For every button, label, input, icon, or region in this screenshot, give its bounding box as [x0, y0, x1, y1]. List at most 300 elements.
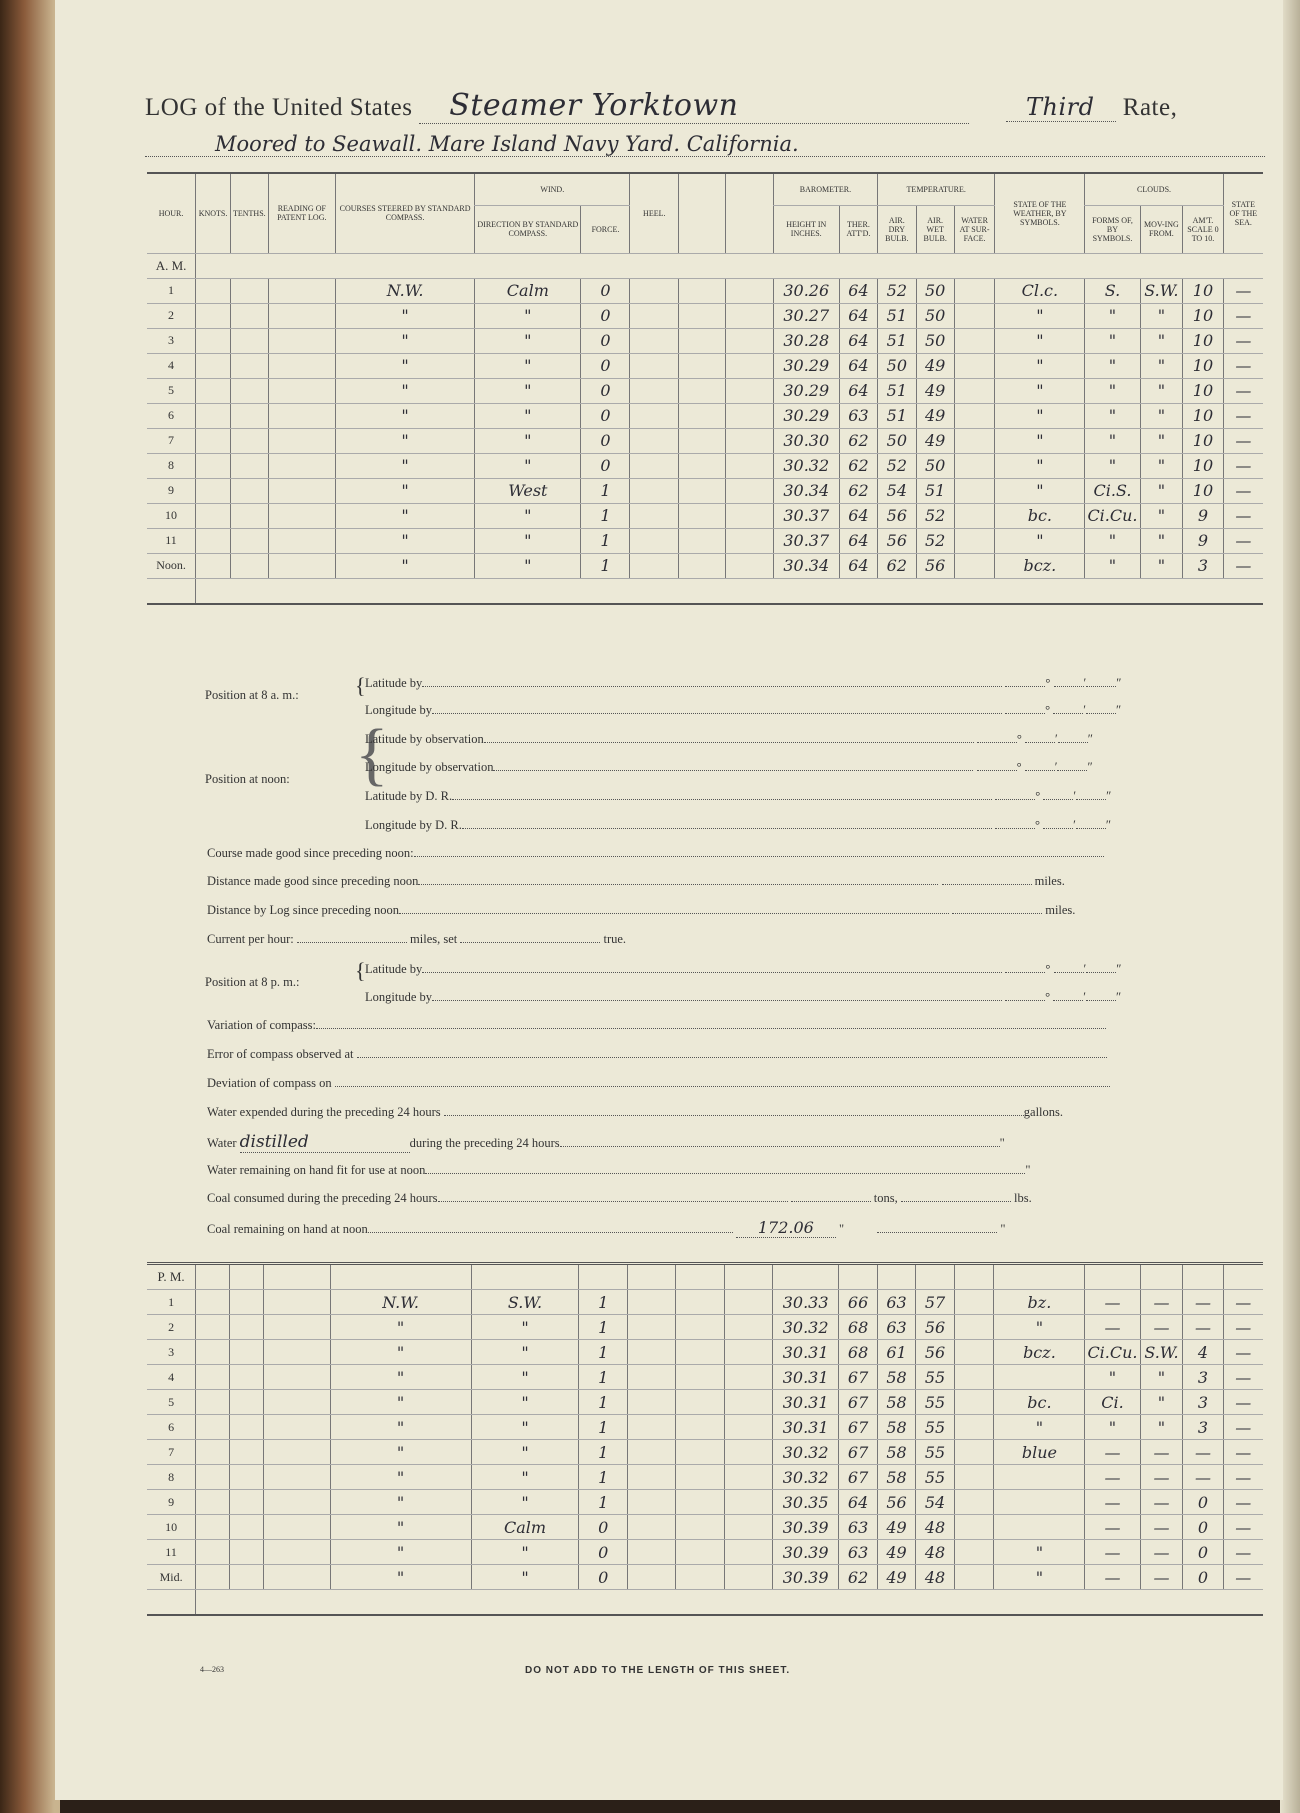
- blank-cell: [676, 1365, 724, 1390]
- weather-cell: bz.: [994, 1290, 1085, 1315]
- hour-cell: 10: [147, 503, 196, 528]
- wind-direction-cell: ": [471, 1465, 579, 1490]
- wet-bulb-cell: 49: [916, 403, 954, 428]
- lat-obs: Latitude by observation ° ′ ″: [365, 732, 1093, 746]
- ther-cell: 64: [839, 353, 877, 378]
- log-row: [147, 478, 1263, 503]
- heel-cell: [630, 403, 679, 428]
- water-surface-cell: [954, 378, 994, 403]
- weather-cell: bc.: [994, 1390, 1085, 1415]
- heel-cell: [630, 528, 679, 553]
- wet-bulb-cell: 56: [916, 553, 954, 578]
- cloud-amount-cell: 3: [1183, 553, 1223, 578]
- water-surface-cell: [954, 328, 994, 353]
- wind-force-cell: 1: [581, 553, 630, 578]
- patent-log-cell: [263, 1365, 330, 1390]
- tenths-cell: [230, 1490, 264, 1515]
- barometer-cell: 30.31: [772, 1415, 838, 1440]
- weather-cell: ": [995, 428, 1085, 453]
- dry-bulb-cell: 56: [878, 503, 916, 528]
- dry-bulb-cell: 63: [877, 1290, 915, 1315]
- tenths-cell: [230, 1465, 264, 1490]
- log-row: [147, 1365, 1263, 1390]
- heel-cell: [628, 1365, 676, 1390]
- wind-force-cell: 1: [579, 1290, 628, 1315]
- knots-cell: [196, 1290, 230, 1315]
- dry-bulb-cell: 61: [877, 1340, 915, 1365]
- log-row: [147, 1315, 1263, 1340]
- barometer-cell: 30.29: [773, 403, 839, 428]
- blank-cell: [726, 553, 773, 578]
- cloud-amount-cell: 10: [1183, 428, 1223, 453]
- knots-cell: [196, 1465, 230, 1490]
- weather-cell: ": [994, 1540, 1085, 1565]
- hour-cell: Noon.: [147, 553, 196, 578]
- log-row: [147, 353, 1263, 378]
- wet-bulb-cell: 48: [916, 1565, 954, 1590]
- hour-cell: 11: [147, 1540, 196, 1565]
- blank-cell: [724, 1565, 772, 1590]
- sea-cell: —: [1223, 403, 1263, 428]
- sea-cell: —: [1223, 1565, 1263, 1590]
- cloud-forms-cell: Ci.S.: [1085, 478, 1140, 503]
- patent-log-cell: [268, 278, 335, 303]
- ther-cell: 67: [839, 1390, 877, 1415]
- course-cell: ": [335, 478, 474, 503]
- log-row: [147, 403, 1263, 428]
- water-surface-cell: [954, 303, 994, 328]
- wind-force-cell: 0: [581, 453, 630, 478]
- heel-cell: [628, 1540, 676, 1565]
- blank-cell: [726, 353, 773, 378]
- distance-by-log: Distance by Log since preceding noon miles.: [207, 903, 1076, 917]
- cloud-forms-cell: Ci.Cu.: [1085, 1340, 1140, 1365]
- cloud-moving-cell: ": [1140, 553, 1183, 578]
- ther-cell: 62: [839, 453, 877, 478]
- cloud-moving-cell: S.W.: [1140, 1340, 1183, 1365]
- barometer-cell: 30.32: [772, 1440, 838, 1465]
- knots-cell: [196, 1315, 230, 1340]
- ther-cell: 64: [839, 528, 877, 553]
- tenths-cell: [230, 453, 268, 478]
- water-surface-cell: [954, 1415, 994, 1440]
- tenths-cell: [230, 1440, 264, 1465]
- water-surface-cell: [954, 1465, 994, 1490]
- wind-direction-cell: Calm: [471, 1515, 579, 1540]
- ther-cell: 64: [839, 378, 877, 403]
- weather-cell: blue: [994, 1440, 1085, 1465]
- barometer-cell: 30.37: [773, 503, 839, 528]
- knots-cell: [196, 1565, 230, 1590]
- blank-cell: [676, 1565, 724, 1590]
- knots-cell: [196, 1540, 230, 1565]
- knots-cell: [196, 453, 231, 478]
- barometer-cell: 30.27: [773, 303, 839, 328]
- patent-log-cell: [263, 1315, 330, 1340]
- log-row: [147, 1490, 1263, 1515]
- cloud-moving-cell: ": [1140, 428, 1183, 453]
- sea-cell: —: [1223, 278, 1263, 303]
- dry-bulb-cell: 58: [877, 1415, 915, 1440]
- blank-cell: [676, 1290, 724, 1315]
- am-label: A. M.: [147, 253, 196, 278]
- wind-force-cell: 1: [581, 528, 630, 553]
- cloud-forms-cell: —: [1085, 1490, 1140, 1515]
- wet-bulb-cell: 48: [916, 1515, 954, 1540]
- water-surface-cell: [954, 1365, 994, 1390]
- blank-cell: [724, 1540, 772, 1565]
- heel-cell: [628, 1565, 676, 1590]
- sea-cell: —: [1223, 1540, 1263, 1565]
- blank-cell: [679, 478, 726, 503]
- dry-bulb-cell: 49: [877, 1515, 915, 1540]
- blank-cell: [679, 453, 726, 478]
- wind-direction-cell: ": [471, 1490, 579, 1515]
- weather-cell: ": [995, 453, 1085, 478]
- blank-cell: [726, 328, 773, 353]
- water-surface-cell: [954, 528, 994, 553]
- hour-cell: 3: [147, 328, 196, 353]
- cloud-forms-cell: ": [1085, 328, 1140, 353]
- dry-bulb-cell: 63: [877, 1315, 915, 1340]
- sea-cell: —: [1223, 503, 1263, 528]
- col-cloud-amount: AM'T. SCALE 0 TO 10.: [1183, 205, 1223, 253]
- log-row: [147, 428, 1263, 453]
- wind-direction-cell: ": [471, 1365, 579, 1390]
- barometer-cell: 30.31: [772, 1390, 838, 1415]
- cloud-moving-cell: —: [1140, 1540, 1183, 1565]
- sea-cell: —: [1223, 1290, 1263, 1315]
- col-barometer: BAROMETER.: [773, 173, 877, 205]
- log-title: [145, 88, 1177, 124]
- ther-cell: 64: [839, 328, 877, 353]
- tenths-cell: [230, 378, 268, 403]
- wind-direction-cell: ": [475, 428, 581, 453]
- ther-cell: 63: [839, 1540, 877, 1565]
- sea-cell: —: [1223, 378, 1263, 403]
- water-surface-cell: [954, 1540, 994, 1565]
- tenths-cell: [230, 428, 268, 453]
- heel-cell: [630, 328, 679, 353]
- wet-bulb-cell: 54: [916, 1490, 954, 1515]
- tenths-cell: [230, 303, 268, 328]
- cloud-moving-cell: —: [1140, 1465, 1183, 1490]
- course-cell: ": [330, 1440, 471, 1465]
- knots-cell: [196, 428, 231, 453]
- weather-cell: [994, 1490, 1085, 1515]
- col-sea: STATE OF THE SEA.: [1223, 173, 1263, 253]
- wet-bulb-cell: 55: [916, 1440, 954, 1465]
- wet-bulb-cell: 55: [916, 1365, 954, 1390]
- patent-log-cell: [268, 353, 335, 378]
- dry-bulb-cell: 58: [877, 1365, 915, 1390]
- sea-cell: —: [1223, 428, 1263, 453]
- hour-cell: 9: [147, 478, 196, 503]
- cloud-amount-cell: 3: [1183, 1415, 1223, 1440]
- title-prefix: LOG of the United States: [145, 94, 413, 121]
- tenths-cell: [230, 1390, 264, 1415]
- cloud-moving-cell: ": [1140, 378, 1183, 403]
- heel-cell: [630, 428, 679, 453]
- water-surface-cell: [954, 1340, 994, 1365]
- patent-log-cell: [263, 1440, 330, 1465]
- heel-cell: [628, 1340, 676, 1365]
- water-surface-cell: [954, 403, 994, 428]
- blank-cell: [726, 378, 773, 403]
- wet-bulb-cell: 49: [916, 353, 954, 378]
- weather-cell: Cl.c.: [995, 278, 1085, 303]
- tenths-cell: [230, 328, 268, 353]
- col-wind-force: FORCE.: [581, 205, 630, 253]
- heel-cell: [630, 353, 679, 378]
- blank-cell: [726, 478, 773, 503]
- weather-cell: ": [995, 403, 1085, 428]
- patent-log-cell: [263, 1390, 330, 1415]
- tenths-cell: [230, 528, 268, 553]
- hour-cell: 6: [147, 403, 196, 428]
- ther-cell: 62: [839, 428, 877, 453]
- heel-cell: [628, 1490, 676, 1515]
- position-8am-label: Position at 8 a. m.:: [205, 688, 299, 702]
- wind-direction-cell: ": [471, 1390, 579, 1415]
- barometer-cell: 30.26: [773, 278, 839, 303]
- water-surface-cell: [954, 1440, 994, 1465]
- cloud-amount-cell: 9: [1183, 503, 1223, 528]
- blank-cell: [676, 1465, 724, 1490]
- knots-cell: [196, 1440, 230, 1465]
- weather-cell: ": [995, 478, 1085, 503]
- patent-log-cell: [268, 303, 335, 328]
- cloud-amount-cell: 10: [1183, 303, 1223, 328]
- cloud-moving-cell: ": [1140, 1365, 1183, 1390]
- wind-direction-cell: ": [475, 528, 581, 553]
- barometer-cell: 30.30: [773, 428, 839, 453]
- wet-bulb-cell: 50: [916, 328, 954, 353]
- cloud-forms-cell: ": [1085, 428, 1140, 453]
- sea-cell: —: [1223, 1390, 1263, 1415]
- log-row: [147, 328, 1263, 353]
- sea-cell: —: [1223, 1465, 1263, 1490]
- barometer-cell: 30.32: [772, 1465, 838, 1490]
- blank-cell: [726, 278, 773, 303]
- col-tenths: TENTHS.: [230, 173, 268, 253]
- am-rows: [147, 278, 1263, 578]
- wind-direction-cell: ": [471, 1565, 579, 1590]
- position-8pm-label: Position at 8 p. m.:: [205, 975, 300, 989]
- patent-log-cell: [268, 553, 335, 578]
- wind-direction-cell: ": [471, 1340, 579, 1365]
- sea-cell: —: [1223, 1440, 1263, 1465]
- heel-cell: [630, 553, 679, 578]
- cloud-forms-cell: S.: [1085, 278, 1140, 303]
- barometer-cell: 30.28: [773, 328, 839, 353]
- long-dr: Longitude by D. R. ° ′ ″: [365, 818, 1112, 832]
- heel-cell: [628, 1390, 676, 1415]
- water-distilled: Water distilled during the preceding 24 hours ": [207, 1132, 1005, 1152]
- patent-log-cell: [263, 1515, 330, 1540]
- ther-cell: 64: [839, 503, 877, 528]
- course-cell: ": [335, 353, 474, 378]
- pm-label: P. M.: [147, 1264, 196, 1290]
- page-edge: [1280, 0, 1300, 1813]
- cloud-moving-cell: ": [1140, 503, 1183, 528]
- knots-cell: [196, 1415, 230, 1440]
- log-sheet: LOG of the United States Steamer Yorktown Third Rate, Moored to Seawall. Mare Island Navy Yard. California. HOUR. KNOTS. TENTHS. READING OF PATENT LOG. COURSES STEERED BY STANDARD COMPASS. WIND. HEEL. BAROMETER. TEMPERATURE. STATE OF THE WEATHER, BY SYMBOLS. CLOUDS. STATE OF THE SEA. DIRECTION BY STANDARD COMPASS. FORCE. HEIGHT IN INCHES. THER. ATT'D. AIR. DRY BULB. AIR. WET BULB. WATER AT SUR-FACE. FORMS OF, BY SYMBOLS. MOV-ING FROM. AM'T. SCALE 0 TO 10. A. M. 1 N.W. Calm 0 30.26 64 52 50 Cl.c. S. S.W. 10 — 2 " " 0 30.27 64 51 50 " " " 10 — 3 " " 0 30.28 64 51 50 " " " 10 — 4 " " 0 30.29 64 50 49 " " " 10 — 5 " " 0 30.29 64 51 49 " " " 10 — 6 " " 0 30.29 63 51 49 " " " 10 — 7 " " 0 30.30 62 50 49 " " " 10 — 8 " " 0 30.32 62 52 50 " " " 10 — 9 " West 1 30.34 62 54 51 " Ci.S. " 10 — 10 " " 1 30.37 64 56 52 bc. Ci.Cu. " 9 — 11 " " 1 30.37 64 56 52 " " " 9 — Noon. " " 1 30.34 64 62 56 bcz. " " 3 — Position at 8 a. m.: { Latitude by ° ′ ″ Longitude by ° ′ ″ Position at noon: { Latitude by observation ° ′ ″ Longitude by observation ° ′ ″ Latitude by D. R. ° ′ ″ Longitude by D. R. ° ′ ″ Course made good since preceding noon: Distance made good since preceding noon miles. Distance by Log since preceding noon miles. Current per hour: miles, set true. Position at 8 p. m.: { Latitude by ° ′ ″ Longitude by ° ′ ″ Variation of compass: Error of compass observed at Deviation of compass on Water expended during the preceding 24 hours gallons. Water distilled during the preceding 24 hours " Water remaining on hand fit for use at noon " Coal consumed during the preceding 24 hours tons, lbs. Coal remaining on hand at noon 172.06 " " P. M. 1 N.W. S.W. 1 30.33 66 63 57 bz. — — — — 2 " " 1 30.32 68 63 56 " — — — — 3 " " 1 30.31 68 61 56 bcz. Ci.Cu. S.W. 4 — 4 " " 1 30.31 67 58 55 " " 3 — 5 " " 1 30.31 67 58 55 bc. Ci. " 3 — 6 " " 1 30.31 67 58 55 " " " 3 — 7 " " 1 30.32 67 58 55 blue — — — — 8 " " 1 30.32 67 58 55 — — — — 9 " " 1 30.35 64 56 54 — — 0 — 10 " Calm 0 30.39 63 49 48 — — 0 — 11 " " 0 30.39 63 49 48 " — — 0 — Mid. " " 0 30.39 62 49 48 " — — 0 — 4—263 DO NOT ADD TO THE LENGTH OF THIS SHEET.: [55, 0, 1283, 1800]
- wind-direction-cell: ": [471, 1315, 579, 1340]
- col-wind: WIND.: [475, 173, 630, 205]
- patent-log-cell: [268, 378, 335, 403]
- dry-bulb-cell: 50: [878, 428, 916, 453]
- course-cell: ": [330, 1315, 471, 1340]
- cloud-amount-cell: —: [1183, 1290, 1223, 1315]
- wind-force-cell: 0: [581, 428, 630, 453]
- tenths-cell: [230, 1415, 264, 1440]
- ther-cell: 68: [839, 1315, 877, 1340]
- dry-bulb-cell: 56: [877, 1490, 915, 1515]
- sea-cell: —: [1223, 303, 1263, 328]
- heel-cell: [630, 278, 679, 303]
- col-knots: KNOTS.: [196, 173, 231, 253]
- col-water-surface: WATER AT SUR-FACE.: [954, 205, 994, 253]
- course-cell: ": [330, 1340, 471, 1365]
- barometer-cell: 30.31: [772, 1340, 838, 1365]
- wind-direction-cell: ": [471, 1415, 579, 1440]
- hour-cell: 1: [147, 1290, 196, 1315]
- cloud-amount-cell: 0: [1183, 1565, 1223, 1590]
- deviation-of-compass: Deviation of compass on: [207, 1076, 1110, 1091]
- knots-cell: [196, 1390, 230, 1415]
- barometer-cell: 30.39: [772, 1540, 838, 1565]
- cloud-amount-cell: 3: [1183, 1390, 1223, 1415]
- weather-cell: ": [994, 1565, 1085, 1590]
- dry-bulb-cell: 56: [878, 528, 916, 553]
- wind-direction-cell: ": [475, 303, 581, 328]
- sea-cell: —: [1223, 478, 1263, 503]
- cloud-moving-cell: —: [1140, 1490, 1183, 1515]
- blank-cell: [724, 1415, 772, 1440]
- sea-cell: —: [1223, 353, 1263, 378]
- cloud-forms-cell: —: [1085, 1540, 1140, 1565]
- weather-cell: ": [995, 353, 1085, 378]
- blank-cell: [724, 1340, 772, 1365]
- weather-cell: bcz.: [995, 553, 1085, 578]
- blank-cell: [679, 328, 726, 353]
- course-cell: ": [330, 1565, 471, 1590]
- knots-cell: [196, 303, 231, 328]
- tenths-cell: [230, 1290, 264, 1315]
- cloud-moving-cell: ": [1140, 478, 1183, 503]
- wet-bulb-cell: 48: [916, 1540, 954, 1565]
- col-courses: COURSES STEERED BY STANDARD COMPASS.: [335, 173, 474, 253]
- wind-direction-cell: ": [475, 328, 581, 353]
- course-cell: N.W.: [335, 278, 474, 303]
- weather-cell: ": [995, 378, 1085, 403]
- blank-cell: [724, 1465, 772, 1490]
- course-cell: ": [330, 1365, 471, 1390]
- hour-cell: 3: [147, 1340, 196, 1365]
- course-made-good: Course made good since preceding noon:: [207, 846, 1104, 861]
- barometer-cell: 30.29: [773, 378, 839, 403]
- hour-cell: 8: [147, 453, 196, 478]
- hour-cell: 10: [147, 1515, 196, 1540]
- course-cell: ": [335, 403, 474, 428]
- dry-bulb-cell: 54: [878, 478, 916, 503]
- col-baro-height: HEIGHT IN INCHES.: [773, 205, 839, 253]
- dry-bulb-cell: 51: [878, 378, 916, 403]
- hour-cell: 7: [147, 1440, 196, 1465]
- blank-cell: [679, 303, 726, 328]
- wind-direction-cell: ": [475, 403, 581, 428]
- dry-bulb-cell: 51: [878, 403, 916, 428]
- water-surface-cell: [954, 1565, 994, 1590]
- hour-cell: 4: [147, 1365, 196, 1390]
- dry-bulb-cell: 58: [877, 1390, 915, 1415]
- heel-cell: [628, 1315, 676, 1340]
- wind-force-cell: 0: [581, 278, 630, 303]
- blank-cell: [724, 1515, 772, 1540]
- ther-cell: 63: [839, 1515, 877, 1540]
- long-8pm: Longitude by ° ′ ″: [365, 990, 1122, 1004]
- course-cell: ": [335, 503, 474, 528]
- patent-log-cell: [263, 1340, 330, 1365]
- dry-bulb-cell: 49: [877, 1540, 915, 1565]
- water-surface-cell: [954, 1390, 994, 1415]
- cloud-amount-cell: 3: [1183, 1365, 1223, 1390]
- tenths-cell: [230, 1540, 264, 1565]
- col-wind-direction: DIRECTION BY STANDARD COMPASS.: [475, 205, 581, 253]
- patent-log-cell: [268, 428, 335, 453]
- wind-direction-cell: Calm: [475, 278, 581, 303]
- wind-force-cell: 1: [579, 1415, 628, 1440]
- wet-bulb-cell: 50: [916, 278, 954, 303]
- tenths-cell: [230, 1340, 264, 1365]
- dry-bulb-cell: 52: [878, 278, 916, 303]
- wet-bulb-cell: 56: [916, 1340, 954, 1365]
- log-row: [147, 1440, 1263, 1465]
- tenths-cell: [230, 403, 268, 428]
- blank-cell: [724, 1390, 772, 1415]
- barometer-cell: 30.32: [773, 453, 839, 478]
- barometer-cell: 30.37: [773, 528, 839, 553]
- wet-bulb-cell: 50: [916, 303, 954, 328]
- wet-bulb-cell: 52: [916, 528, 954, 553]
- patent-log-cell: [268, 478, 335, 503]
- cloud-forms-cell: —: [1085, 1315, 1140, 1340]
- cloud-amount-cell: —: [1183, 1315, 1223, 1340]
- blank-cell: [676, 1340, 724, 1365]
- sea-cell: —: [1223, 328, 1263, 353]
- wet-bulb-cell: 55: [916, 1465, 954, 1490]
- hour-cell: 1: [147, 278, 196, 303]
- sea-cell: —: [1223, 553, 1263, 578]
- cloud-forms-cell: ": [1085, 1415, 1140, 1440]
- ther-cell: 62: [839, 478, 877, 503]
- water-surface-cell: [954, 1490, 994, 1515]
- patent-log-cell: [268, 403, 335, 428]
- cloud-moving-cell: S.W.: [1140, 278, 1183, 303]
- blank-cell: [676, 1515, 724, 1540]
- log-row: [147, 378, 1263, 403]
- hour-cell: 4: [147, 353, 196, 378]
- col-hour: HOUR.: [147, 173, 196, 253]
- hour-cell: 5: [147, 1390, 196, 1415]
- water-remaining: Water remaining on hand fit for use at noon ": [207, 1163, 1031, 1177]
- blank-cell: [726, 528, 773, 553]
- col-cloud-forms: FORMS OF, BY SYMBOLS.: [1085, 205, 1140, 253]
- sea-cell: —: [1223, 1340, 1263, 1365]
- cloud-amount-cell: 10: [1183, 403, 1223, 428]
- cloud-amount-cell: 0: [1183, 1490, 1223, 1515]
